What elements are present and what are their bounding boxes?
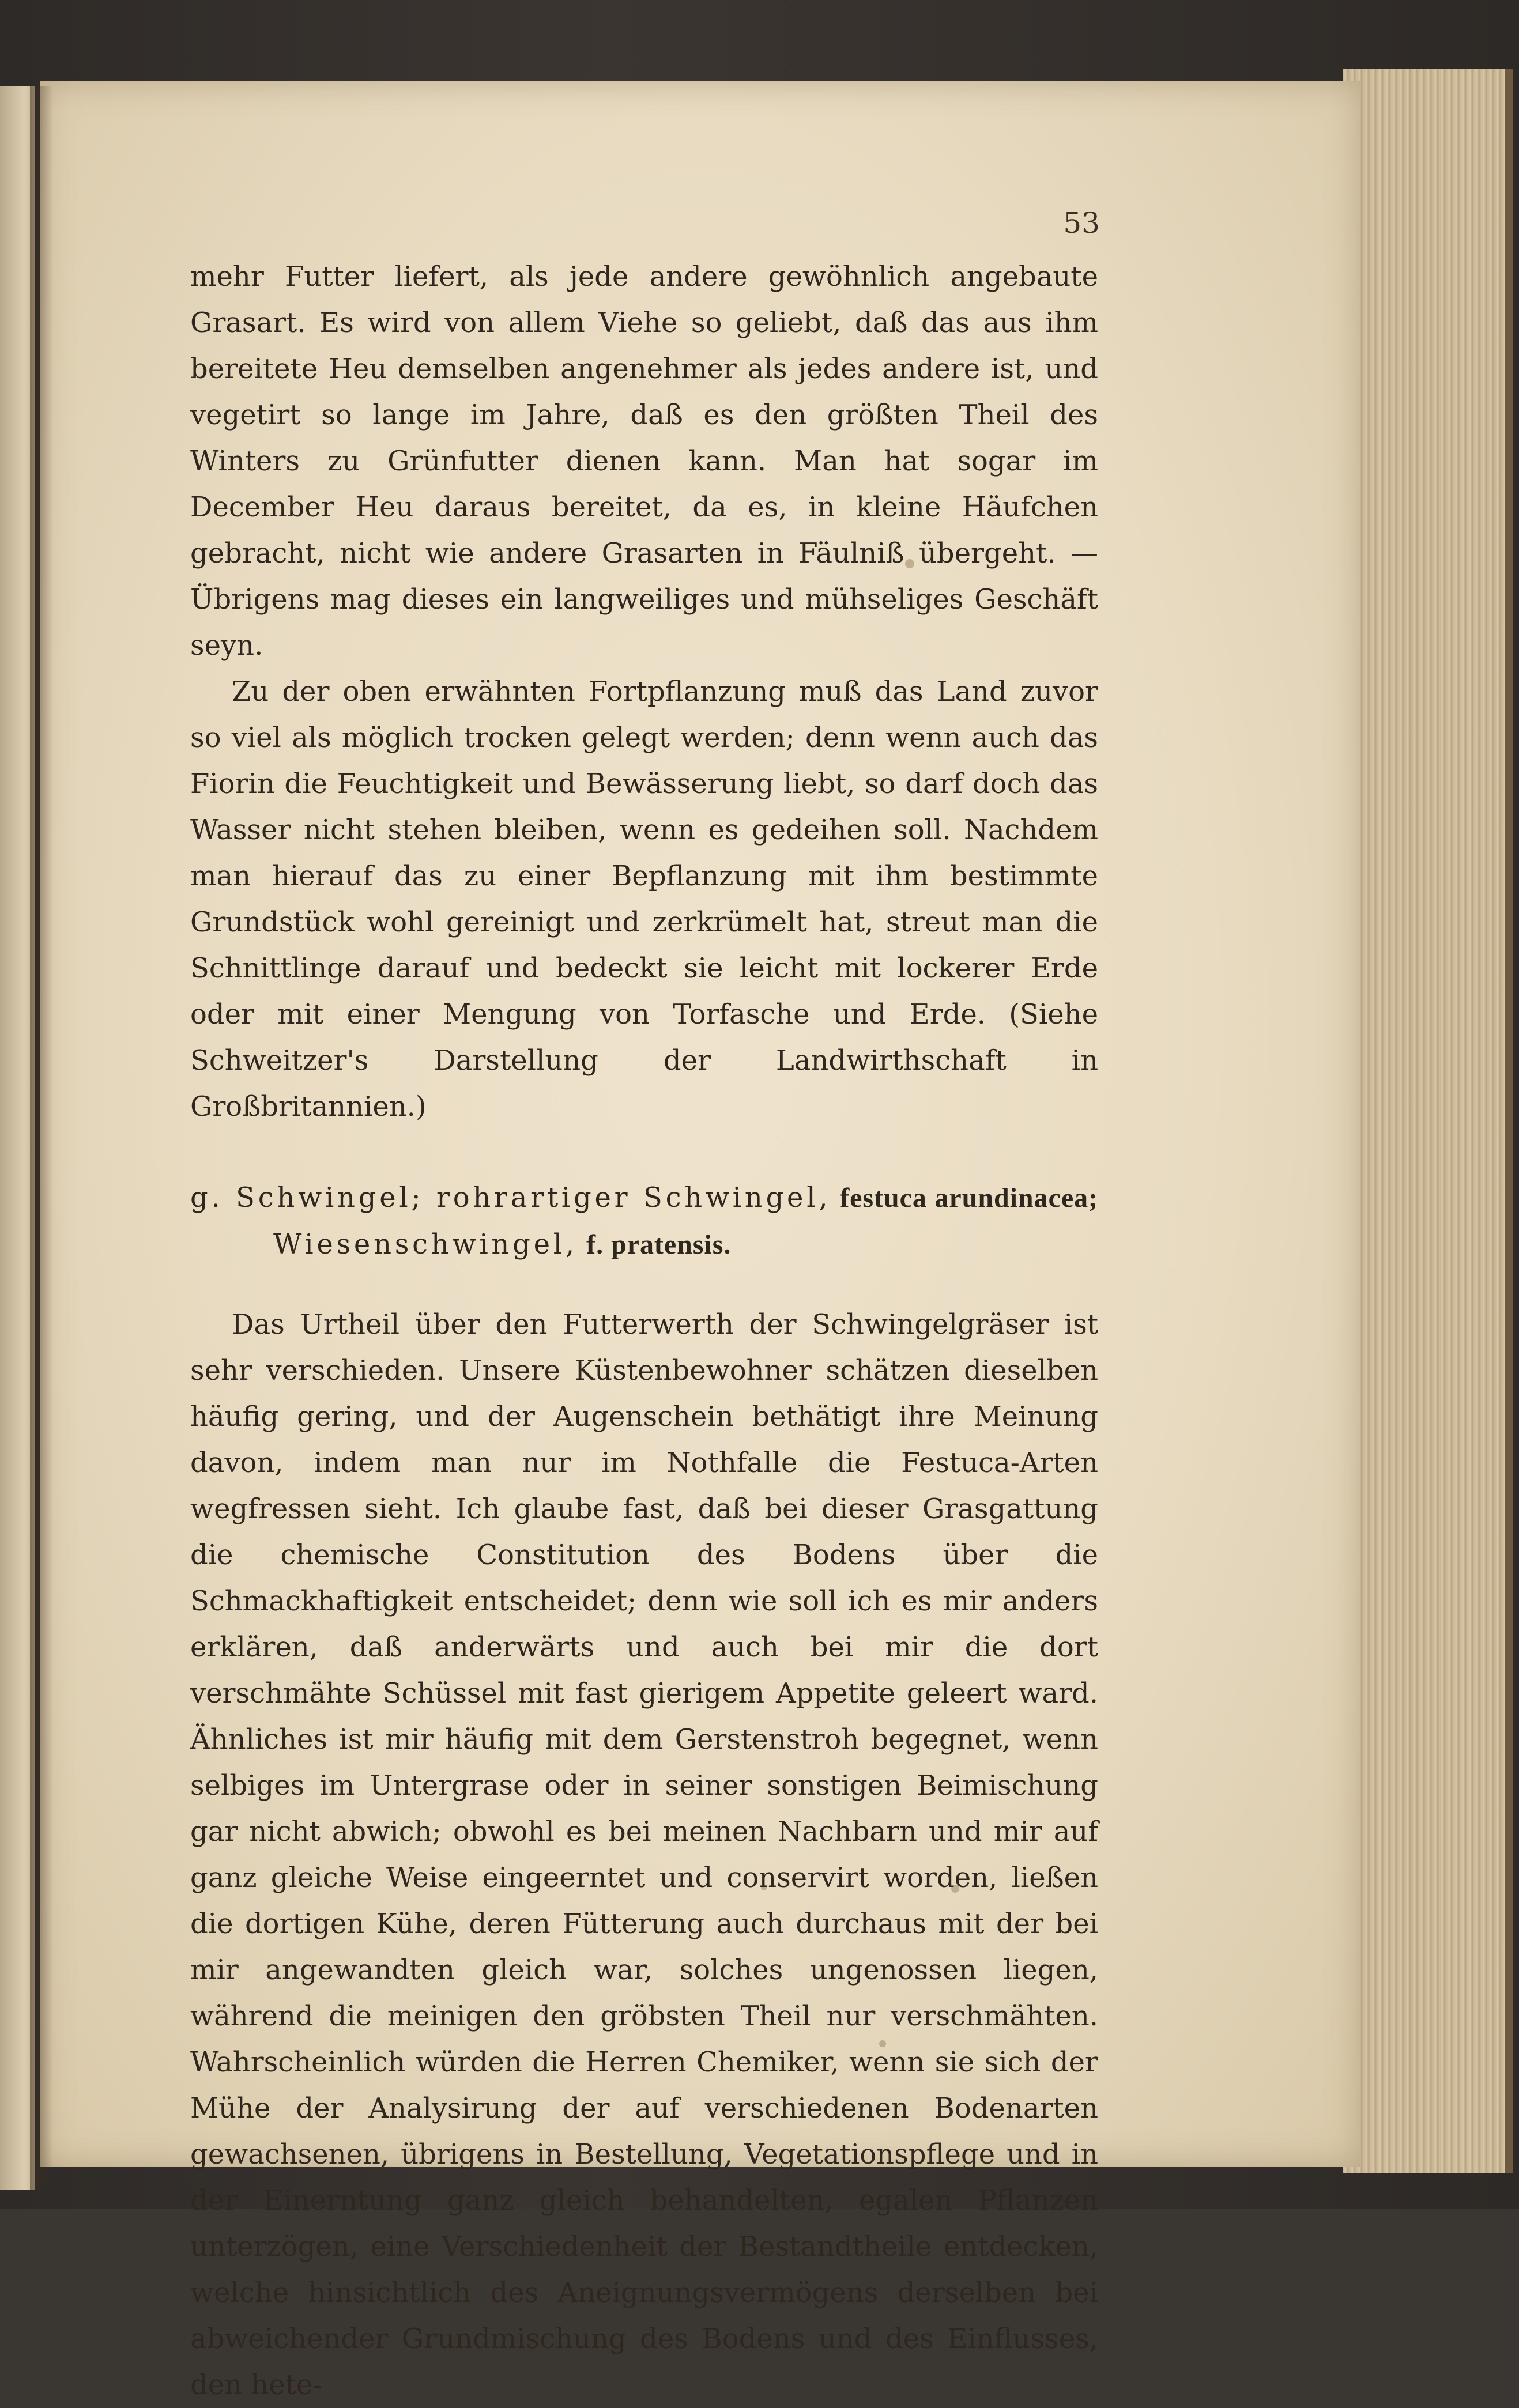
heading-latin-name: festuca arundinacea;	[840, 1183, 1098, 1213]
heading-latin-name-2: f. pratensis.	[586, 1229, 732, 1260]
page-number: 53	[1063, 206, 1100, 240]
paragraph-continued: mehr Futter liefert, als jede andere gewöhnlich angebaute Grasart. Es wird von allem Viehe so geliebt, daß das aus ihm bereitete Heu demselben angenehmer als jedes andere ist, und vegetirt so lange im Jahre, daß es den größten Theil des Winters zu Grünfutter dienen kann. Man hat sogar im December Heu daraus bereitet, da es, in kleine Häufchen gebracht, nicht wie andere Grasarten in Fäulniß übergeht. — Übrigens mag dieses ein langweiliges und mühseliges Geschäft seyn.	[190, 261, 1098, 662]
page-block-edge	[1343, 69, 1513, 2173]
heading-german-names: g. Schwingel; rohrartiger Schwingel,	[190, 1182, 831, 1214]
paragraph-propagation: Zu der oben erwähnten Fortpflanzung muß das Land zuvor so viel als möglich trocken gelegt werden; denn wenn auch das Fiorin die Feuchtigkeit und Bewässerung liebt, so darf doch das Wasser nicht stehen bleiben, wenn es gedeihen soll. Nachdem man hierauf das zu einer Bepflanzung mit ihm bestimmte Grundstück wohl gereinigt und zerkrümelt hat, streut man die Schnittlinge darauf und bedeckt sie leicht mit lockerer Erde oder mit einer Mengung von Torfasche und Erde. (Siehe Schweitzer's Darstellung der Landwirthschaft in Großbritannien.)	[190, 675, 1098, 1123]
page-text	[190, 254, 1098, 2408]
paragraph-fescue: Das Urtheil über den Futterwerth der Schwingelgräser ist sehr verschieden. Unsere Küstenbewohner schätzen dieselben häufig gering, und der Augenschein bethätigt ihre Meinung davon, indem man nur im Nothfalle die Festuca-Arten wegfressen sieht. Ich glaube fast, daß bei dieser Grasgattung die chemische Constitution des Bodens über die Schmackhaftigkeit entscheidet; denn wie soll ich es mir anders erklären, daß anderwärts und auch bei mir die dort verschmähte Schüssel mit fast gierigem Appetite geleert ward. Ähnliches ist mir häufig mit dem Gerstenstroh begegnet, wenn selbiges im Untergrase oder in seiner sonstigen Beimischung gar nicht abwich; obwohl es bei meinen Nachbarn und mir auf ganz gleiche Weise eingeerntet und conservirt worden, ließen die dortigen Kühe, deren Fütterung auch durchaus mit der bei mir angewandten gleich war, solches ungenossen liegen, während die meinigen den gröbsten Theil nur verschmähten. Wahrscheinlich würden die Herren Chemiker, wenn sie sich der Mühe der Analysirung der auf verschiedenen Bodenarten gewachsenen, übrigens in Bestellung, Vegetationspflege und in der Einerntung ganz gleich behandelten, egalen Pflanzen unterzögen, eine Verschiedenheit der Bestandtheile entdecken, welche hinsichtlich des Aneignungsvermögens derselben bei abweichender Grundmischung des Bodens und des Einflusses, den hete-	[190, 1308, 1098, 2401]
left-page-edge	[0, 86, 35, 2190]
spine-shadow	[30, 86, 53, 2190]
section-heading	[190, 1175, 1098, 1268]
heading-meadow-fescue: Wiesenschwingel,	[273, 1228, 578, 1260]
